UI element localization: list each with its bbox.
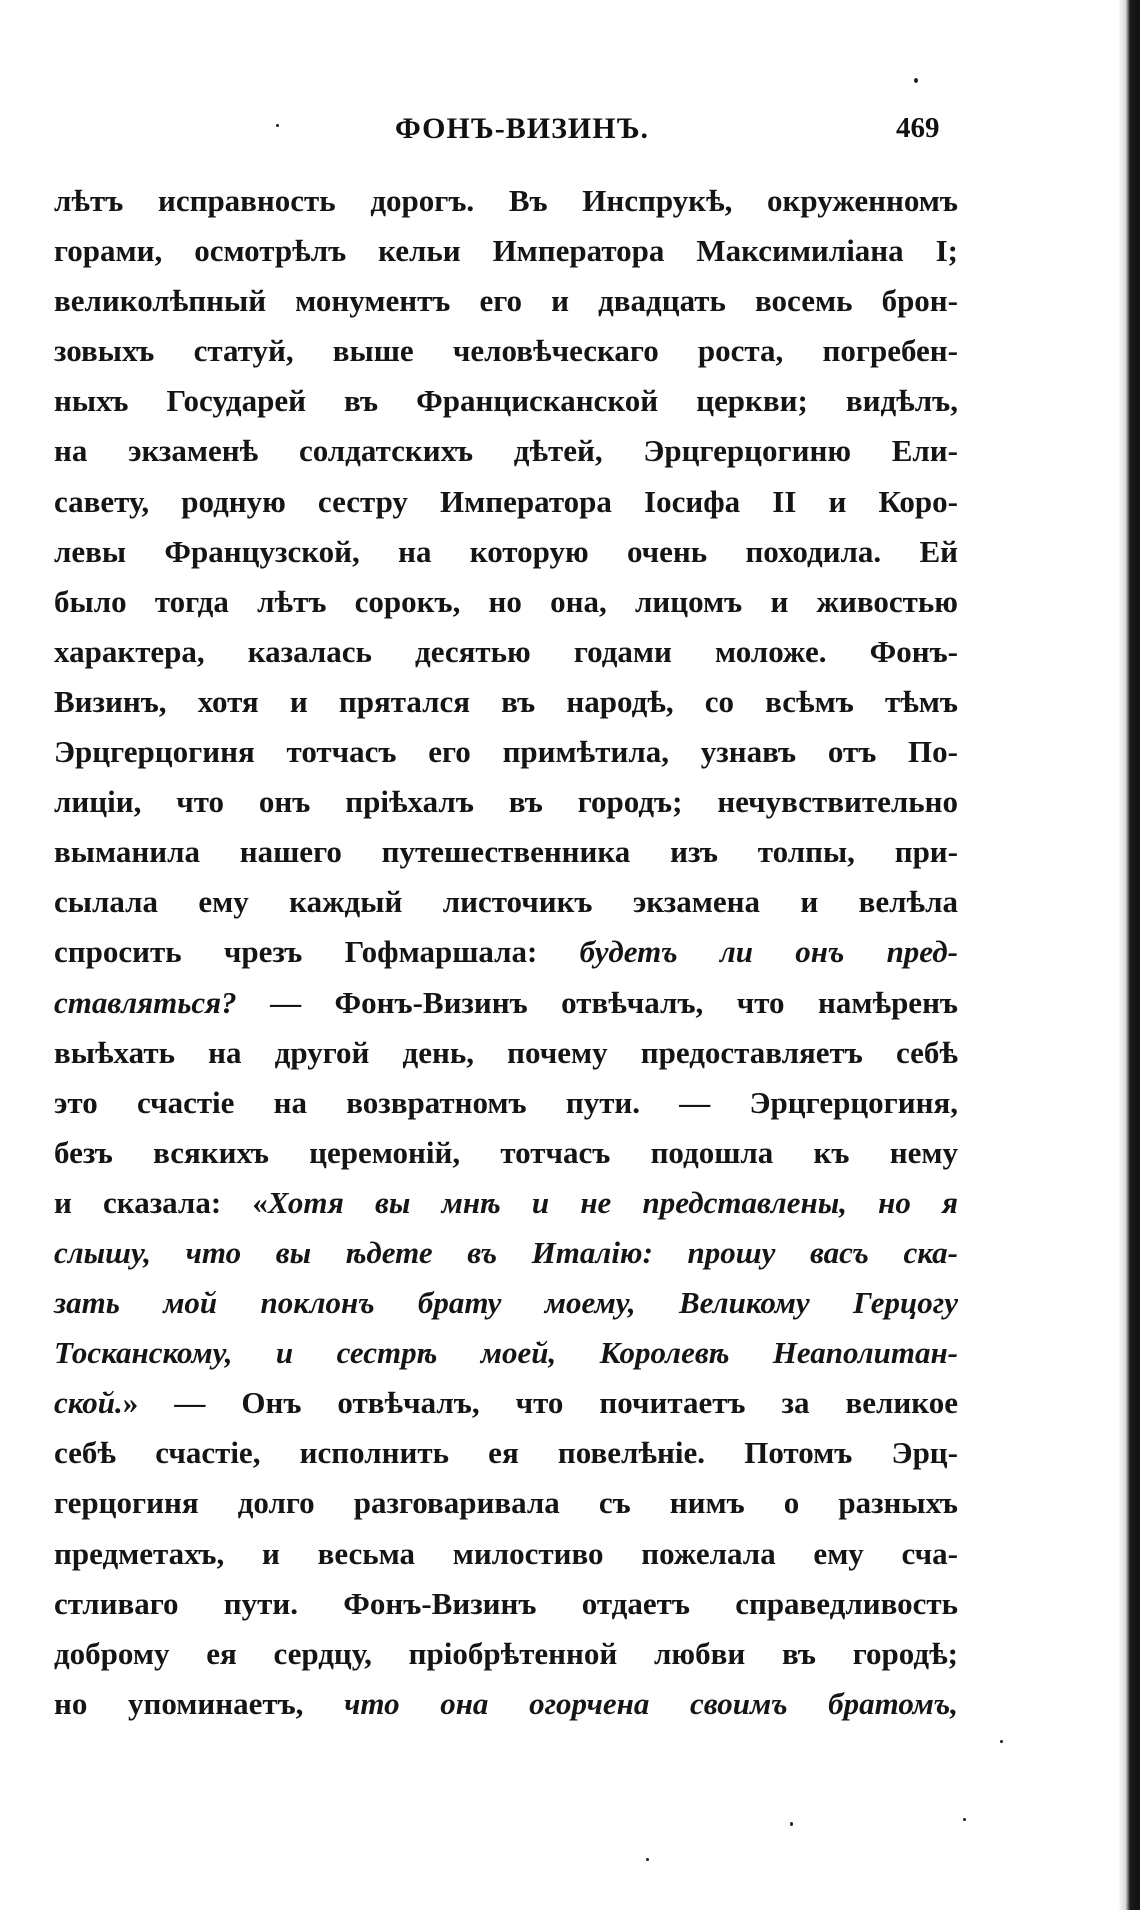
text-segment: горами, осмотрѣлъ кельи Императора Максимиліана I; (54, 233, 958, 269)
text-line (54, 527, 958, 577)
text-segment: » — Онъ отвѣчалъ, что почитаетъ за великое (122, 1385, 958, 1421)
text-segment: левы Французской, на которую очень походила. Ей (54, 533, 958, 569)
text-line (54, 1378, 958, 1428)
text-segment: выѣхать на другой день, почему предоставляетъ себѣ (54, 1034, 958, 1070)
text-line (54, 326, 958, 376)
text-segment: выманила нашего путешественника изъ толпы, при- (54, 834, 958, 870)
text-line (54, 877, 958, 927)
text-segment: — Фонъ-Визинъ отвѣчалъ, что намѣренъ (236, 984, 958, 1020)
text-segment: себѣ счастіе, исполнить ея повелѣніе. Потомъ Эрц- (54, 1435, 958, 1471)
text-line (54, 978, 958, 1028)
text-segment: на экзаменѣ солдатскихъ дѣтей, Эрцгерцогиню Ели- (54, 433, 958, 469)
text-line (54, 1579, 958, 1629)
print-speck (963, 1818, 966, 1821)
italic-text-segment: что она огорчена своимъ братомъ, (344, 1685, 958, 1721)
print-speck (914, 78, 918, 83)
italic-text-segment: ставляться? (54, 984, 237, 1020)
text-segment: герцогиня долго разговаривала съ нимъ о разныхъ (54, 1485, 958, 1521)
text-line (54, 426, 958, 476)
text-line (54, 827, 958, 877)
text-line (54, 1679, 958, 1729)
text-line (54, 1078, 958, 1128)
running-head: ФОНЪ-ВИЗИНЪ. (395, 112, 650, 145)
text-line (54, 176, 958, 226)
text-segment: великолѣпный монументъ его и двадцать восемь брон- (54, 283, 958, 319)
text-line (54, 1178, 958, 1228)
text-line (54, 1328, 958, 1378)
print-speck (646, 1858, 649, 1861)
text-segment: было тогда лѣтъ сорокъ, но она, лицомъ и живостью (54, 583, 958, 619)
italic-text-segment: зать мой поклонъ брату моему, Великому Герцогу (54, 1285, 958, 1321)
text-line (54, 226, 958, 276)
text-line (54, 1128, 958, 1178)
italic-text-segment: Хотя вы мнѣ и не представлены, но я (267, 1184, 959, 1220)
text-line (54, 1629, 958, 1679)
text-line (54, 1228, 958, 1278)
text-segment: характера, казалась десятью годами моложе. Фонъ- (54, 633, 958, 669)
page-number: 469 (896, 112, 940, 144)
italic-text-segment: Тосканскому, и сестрѣ моей, Королевѣ Неаполитан- (54, 1335, 958, 1371)
text-segment: спросить чрезъ Гофмаршала: (54, 934, 580, 970)
text-line (54, 577, 958, 627)
text-line (54, 727, 958, 777)
text-line (54, 627, 958, 677)
print-speck (790, 1822, 793, 1826)
text-segment: Визинъ, хотя и прятался въ народѣ, со всѣмъ тѣмъ (54, 683, 958, 719)
italic-text-segment: ской. (54, 1385, 123, 1421)
page-edge-shadow (1118, 0, 1140, 1910)
text-segment: безъ всякихъ церемоній, тотчасъ подошла къ нему (54, 1134, 958, 1170)
text-segment: Эрцгерцогиня тотчасъ его примѣтила, узнавъ отъ По- (54, 734, 958, 770)
text-line (54, 1278, 958, 1328)
text-segment: лѣтъ исправность дорогъ. Въ Инспрукѣ, окруженномъ (54, 183, 958, 218)
body-text (54, 176, 958, 1729)
text-segment: и сказала: « (54, 1184, 268, 1220)
text-segment: савету, родную сестру Императора Іосифа II и Коро- (54, 483, 958, 519)
print-speck (1000, 1740, 1003, 1743)
page-header (0, 108, 1140, 152)
print-speck (276, 124, 279, 127)
text-line (54, 677, 958, 727)
text-segment: предметахъ, и весьма милостиво пожелала ему сча- (54, 1535, 958, 1571)
text-segment: лиціи, что онъ пріѣхалъ въ городъ; нечувствительно (54, 784, 958, 820)
text-line (54, 927, 958, 977)
text-segment: стливаго пути. Фонъ-Визинъ отдаетъ справедливость (54, 1585, 958, 1621)
text-line (54, 1028, 958, 1078)
text-line (54, 1428, 958, 1478)
italic-text-segment: будетъ ли онъ пред- (579, 934, 958, 970)
text-segment: ныхъ Государей въ Францисканской церкви; видѣлъ, (54, 383, 958, 419)
italic-text-segment: слышу, что вы ѣдете въ Италію: прошу васъ ска- (54, 1234, 958, 1270)
text-segment: это счастіе на возвратномъ пути. — Эрцгерцогиня, (54, 1084, 958, 1120)
text-segment: сылала ему каждый листочикъ экзамена и велѣла (54, 884, 958, 920)
text-segment: но упоминаетъ, (54, 1685, 345, 1721)
text-segment: зовыхъ статуй, выше человѣческаго роста, погребен- (54, 333, 958, 369)
text-segment: доброму ея сердцу, пріобрѣтенной любви въ городѣ; (54, 1635, 958, 1671)
text-line (54, 477, 958, 527)
text-line (54, 777, 958, 827)
text-line (54, 1529, 958, 1579)
text-line (54, 1478, 958, 1528)
text-line (54, 276, 958, 326)
text-line (54, 376, 958, 426)
